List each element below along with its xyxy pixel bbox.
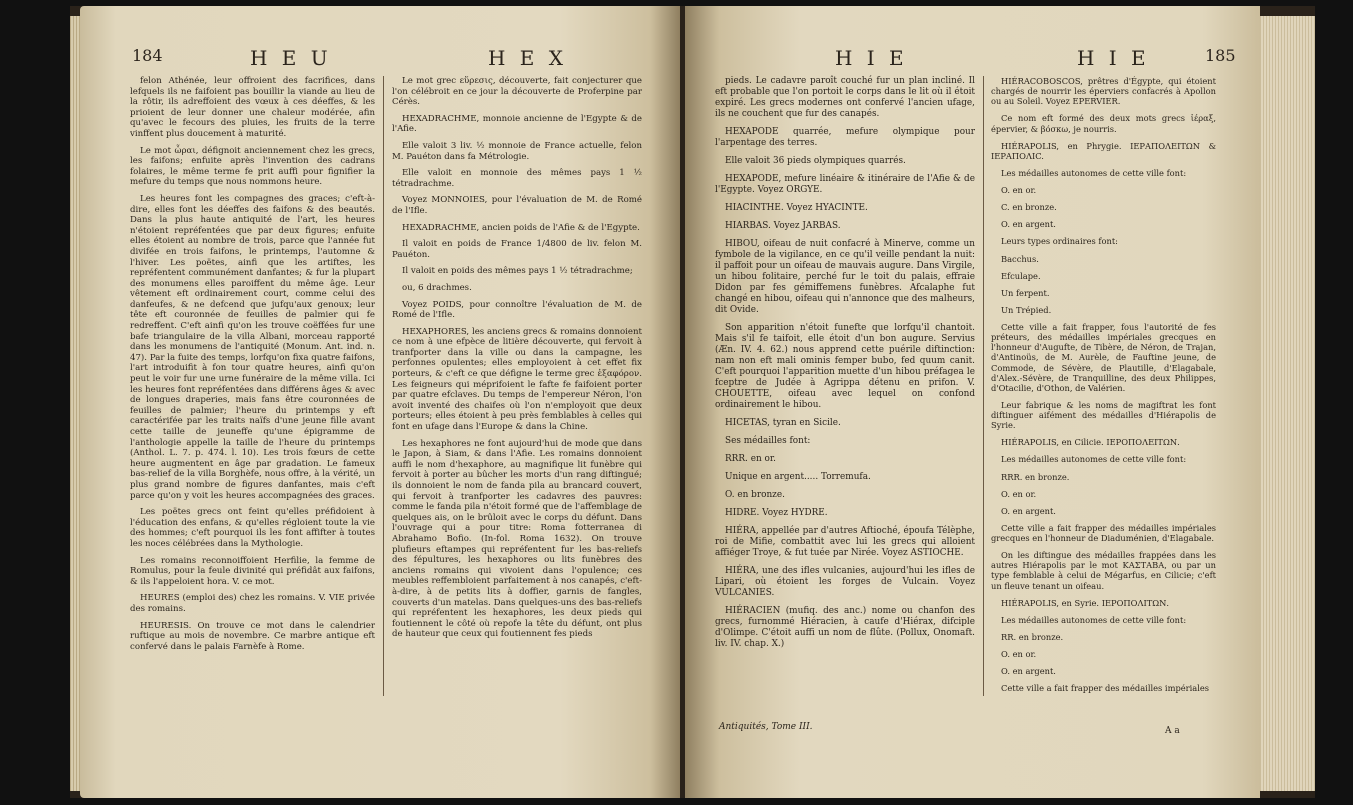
text-paragraph: C. en bronze.: [1001, 202, 1057, 213]
text-paragraph: Il valoit en poids des mêmes pays 1 ½ tétradrachme;: [402, 266, 633, 277]
text-paragraph: Unique en argent..... Torremufa.: [725, 472, 871, 482]
text-paragraph: Les médailles autonomes de cette ville font:: [1001, 454, 1187, 465]
text-paragraph: HEXAPODE, mefure linéaire & itinéraire de l'Afie & de l'Egypte. Voyez ORGYE.: [715, 174, 975, 195]
text-paragraph: O. en or.: [1001, 488, 1037, 499]
text-paragraph: Le mot ὧραι, défignoit anciennement chez les grecs, les faifons; enfuite après l'invention des cadrans folaires, le même terme fe prit auffi pour fignifier la mefure du temps que nous nommons heure.: [130, 145, 375, 188]
text-paragraph: Efculape.: [1001, 270, 1041, 281]
left-page-column-2: [392, 76, 642, 646]
text-paragraph: felon Athénée, leur offroient des facrifices, dans lefquels ils ne faifoient pas bouillir la viande au lieu de la rôtir, ils adreffoient des vœux à ces déeffes, & les prioient de leur donner une chaleur modérée, afin qu'avec le fecours des pluies, les fruits de la terre vinffent plus doucement à maturité.: [130, 76, 375, 139]
text-paragraph: RR. en bronze.: [1001, 631, 1064, 642]
text-paragraph: HIÉRAPOLIS, en Syrie. ΙΕΡΟΠΟΛΙΤΩΝ.: [1001, 597, 1170, 608]
text-paragraph: Voyez MONNOIES, pour l'évaluation de M. de Romé de l'Ifle.: [392, 195, 642, 216]
text-paragraph: Un ferpent.: [1001, 287, 1050, 298]
text-paragraph: O. en argent.: [1001, 505, 1056, 516]
text-paragraph: HIÉRA, appellée par d'autres Aftioché, époufa Télèphe, roi de Mifie, combattit avec lui les grecs qui alloient affiéger Troye, & fut tuée par Nirée. Voyez ASTIOCHE.: [715, 526, 975, 558]
text-paragraph: Il valoit en poids de France 1/4800 de liv. felon M. Pauéton.: [392, 239, 642, 260]
text-paragraph: Elle valoit 3 liv. ½ monnoie de France actuelle, felon M. Pauéton dans fa Métrologie.: [392, 140, 642, 162]
text-paragraph: Ce nom eft formé des deux mots grecs ἱέραξ, épervier, & βόσκω, je nourris.: [991, 113, 1216, 134]
text-paragraph: HEXADRACHME, ancien poids de l'Afie & de l'Egypte.: [402, 222, 640, 233]
text-paragraph: HEURES (emploi des) chez les romains. V. VIE privée des romains.: [130, 593, 375, 614]
text-paragraph: Les médailles autonomes de cette ville font:: [1001, 167, 1187, 178]
text-paragraph: RRR. en bronze.: [1001, 471, 1070, 482]
text-paragraph: Cette ville a fait frapper des médailles impériales grecques en l'honneur de Diaduménien, d'Elagabale.: [991, 522, 1216, 543]
text-paragraph: HIÉRAPOLIS, en Phrygie. ΙΕΡΑΠΟΛΕΙΤΩΝ & ΙΕΡΑΠΟΛΙC.: [991, 140, 1216, 161]
right-page-column-2: [991, 76, 1216, 700]
left-page: [80, 6, 680, 798]
text-paragraph: HIACINTHE. Voyez HYACINTE.: [725, 203, 868, 213]
running-header-right: H E X: [488, 46, 567, 70]
text-paragraph: Les heures font les compagnes des graces; c'eft-à-dire, elles font les déeffes des faifons & des beautés. Dans la plus haute antiquité de l'art, les heures n'étoient repréfentées que par deux figures; enfuite elles étoient au nombre de trois, parce que l'année fut divifée en trois faifons, le printemps, l'automne & l'hiver. Les poëtes, ainfi que les artiftes, les repréfentent communément danfantes; & fur la plupart des monumens elles paroiffent du même âge. Leur vêtement eft ordinairement court, comme celui des danfeufes, & ne defcend que jufqu'aux genoux; leur tête eft couronnée de feuilles de palmier qui fe redreffent. C'eft ainfi qu'on les trouve coëffées fur une bafe triangulaire de la villa Albani, morceau rapporté dans les monumens de l'antiquité (Monum. Ant. ind. n. 47). Par la fuite des temps, lorfqu'on fixa quatre faifons, l'art introduifit à fon tour quatre heures, ainfi qu'on peut le voir fur une urne funéraire de la même villa. Ici les heures font repréfentées dans différens âges & avec de longues draperies, mais fans être couronnées de feuilles de palmier; l'heure du printemps y eft caractérifée par les traits naïfs d'une jeune fille avant cette taille de jeuneffe qu'une épigramme de l'anthologie appelle la taille de l'heure du printemps (Anthol. L. 7. p. 474. l. 10). Les trois fœurs de cette heure augmentent en âge par gradation. Le fameux bas-relief de la villa Borghèfe, nous offre, à la vérité, un plus grand nombre de figures danfantes, mais c'eft parce qu'on y voit les heures accompagnées des graces.: [130, 193, 375, 501]
text-paragraph: O. en bronze.: [725, 490, 785, 500]
text-paragraph: RRR. en or.: [725, 454, 776, 464]
text-paragraph: HEURESIS. On trouve ce mot dans le calendrier ruftique au mois de novembre. Ce marbre antique eft confervé dans le palais Farnèfe à Rome.: [130, 620, 375, 652]
text-paragraph: HIÉRACIEN (mufiq. des anc.) nome ou chanfon des grecs, furnommé Hiéracien, à caufe d'Hiérax, difciple d'Olimpe. C'étoit auffi un nom de flûte. (Pollux, Onomaft. liv. IV. chap. X.): [715, 606, 975, 649]
text-paragraph: On les diftingue des médailles frappées dans les autres Hiérapolis par le mot ΚΑΣΤΑΒΑ, ou par un type femblable à celui de Mégarfus, en Cilicie; c'eft un fleuve tenant un oifeau.: [991, 550, 1216, 591]
text-paragraph: Les médailles autonomes de cette ville font:: [1001, 614, 1187, 625]
text-paragraph: Le mot grec εὕρεσις, découverte, fait conjecturer que l'on célébroit en ce jour la découverte de Proferpine par Cérès.: [392, 76, 642, 108]
text-paragraph: Cette ville a fait frapper des médailles impériales: [1001, 683, 1210, 694]
open-book: [70, 6, 1315, 798]
right-page: [685, 6, 1260, 798]
text-paragraph: HIÉRACOBOSCOS, prêtres d'Égypte, qui étoient chargés de nourrir les éperviers confacrés à Apollon ou au Soleil. Voyez EPERVIER.: [991, 76, 1216, 107]
text-paragraph: pieds. Le cadavre paroît couché fur un plan incliné. Il eft probable que l'on portoit le corps dans le lit où il étoit expiré. Les grecs modernes ont confervé l'ancien ufage, ils ne couchent que fur des canapés.: [715, 76, 975, 119]
running-header-left: H E U: [250, 46, 332, 70]
text-paragraph: O. en argent.: [1001, 219, 1056, 230]
column-rule: [383, 76, 384, 696]
running-header-left: H I E: [835, 46, 908, 70]
text-paragraph: Elle valoit en monnoie des mêmes pays 1 ½ tétradrachme.: [392, 168, 642, 189]
text-paragraph: HIDRE. Voyez HYDRE.: [725, 508, 828, 518]
text-paragraph: Son apparition n'étoit funefte que lorfqu'il chantoit. Mais s'il fe taifoit, elle étoit d'un bon augure. Servius (Æn. IV. 4. 62.) nous apprend cette puérile diftinction: nam non eft mali ominis femper bubo, fed quum canit. C'eft pourquoi l'apparition muette d'un hibou préfagea le fceptre de Judée à Agrippa détenu en prifon. V. CHOUETTE, oifeau avec lequel on confond ordinairement le hibou.: [715, 323, 975, 410]
text-paragraph: HEXADRACHME, monnoie ancienne de l'Egypte & de l'Afie.: [392, 113, 642, 135]
text-paragraph: ou, 6 drachmes.: [402, 282, 472, 293]
text-paragraph: HEXAPODE quarrée, mefure olympique pour l'arpentage des terres.: [715, 127, 975, 148]
text-paragraph: Voyez POIDS, pour connoître l'évaluation de M. de Romé de l'Ifle.: [392, 299, 642, 321]
left-page-column-1: [130, 76, 375, 658]
page-footer-signature: Antiquités, Tome III.: [719, 722, 813, 732]
text-paragraph: HIÉRAPOLIS, en Cilicie. ΙΕΡΟΠΟΛΕΙΤΩΝ.: [1001, 437, 1180, 448]
text-paragraph: HICETAS, tyran en Sicile.: [725, 418, 841, 428]
text-paragraph: O. en or.: [1001, 649, 1037, 659]
page-number: 185: [1205, 46, 1236, 65]
text-paragraph: Ses médailles font:: [725, 436, 811, 446]
text-paragraph: Bacchus.: [1001, 253, 1039, 264]
text-paragraph: Cette ville a fait frapper, fous l'autorité de fes préteurs, des médailles impériales grecques en l'honneur d'Augufte, de Tibère, de Néron, de Trajan, d'Antinoüs, de M. Aurèle, de Fauftine jeune, de Commode, de Sévère, de Plautille, d'Elagabale, d'Alex.-Sévère, de Tranquilline, des deux Philippes, d'Otacilie, d'Othon, de Valérien.: [991, 322, 1216, 393]
text-paragraph: Les hexaphores ne font aujourd'hui de mode que dans le Japon, à Siam, & dans l'Afie. Les romains donnoient auffi le nom d'hexaphore, au magnifique lit funèbre qui fervoit à porter au bûcher les morts d'un rang diftingué; ils donnoient le nom de fanda pila au brancard couvert, qui fervoit à tranfporter les cadavres des pauvres: comme le fanda pila n'étoit formé que de l'affemblage de quelques ais, on le brûloit avec le corps du défunt. Dans l'ouvrage qui a pour titre: Roma fotterranea di Abrahamo Bofio. (In-fol. Roma 1632). On trouve plufieurs eftampes qui repréfentent fur les bas-reliefs des fépultures, les hexaphores ou lits funèbres des anciens romains qui vivoient dans l'opulence; ces meubles reffembloient parfaitement à nos canapés, c'eft-à-dire, à de petits lits à doffier, garnis de fangles, couverts d'un matelas. Dans quelques-uns des bas-reliefs qui repréfentent les hexaphores, les deux pieds qui foutiennent le côté où repofe la tête du défunt, ont plus de hauteur que ceux qui foutiennent fes pieds: [392, 438, 642, 640]
text-paragraph: O. en argent.: [1001, 666, 1056, 677]
text-paragraph: Elle valoit 36 pieds olympiques quarrés.: [725, 156, 906, 166]
column-rule: [983, 76, 984, 696]
running-header-right: H I E: [1077, 46, 1150, 70]
text-paragraph: O. en or.: [1001, 185, 1037, 195]
text-paragraph: HIÉRA, une des ifles vulcanies, aujourd'hui les ifles de Lipari, où étoient les forges de Vulcain. Voyez VULCANIES.: [715, 566, 975, 598]
text-paragraph: Les poëtes grecs ont feint qu'elles préfidoient à l'éducation des enfans, & qu'elles régloient toute la vie des hommes; c'eft pourquoi ils les font affifter à toutes les noces célébrées dans la Mythologie.: [130, 507, 375, 549]
text-paragraph: HEXAPHORES, les anciens grecs & romains donnoient ce nom à une efpèce de litière découverte, qui fervoit à tranfporter dans la ville ou dans la campagne, les perfonnes opulentes; elles employoient à cet effet fix porteurs, & c'eft ce que défigne le terme grec ἑξαφόρον. Les feigneurs qui méprifoient le fafte fe faifoient porter par quatre efclaves. Du temps de l'empereur Néron, l'on avoit inventé des chaifes où l'on n'employoit que deux porteurs; elles étoient à peu près femblables à celles qui font en ufage dans l'Europe & dans la Chine.: [392, 326, 642, 433]
page-number: 184: [132, 46, 163, 65]
page-footer-mark: A a: [1165, 726, 1180, 736]
text-paragraph: HIBOU, oifeau de nuit confacré à Minerve, comme un fymbole de la vigilance, en ce qu'il veille pendant la nuit: il paffoit pour un oifeau de mauvais augure. Dans Virgile, un hibou folitaire, perché fur le toit du palais, effraie Didon par fes gémiffemens funèbres. Afcalaphe fut changé en hibou, oifeau qui n'annonce que des malheurs, dit Ovide.: [715, 239, 975, 315]
text-paragraph: Les romains reconnoiffoient Herfilie, la femme de Romulus, pour la feule divinité qui préfidât aux faifons, & ils l'appeloient hora. V. ce mot.: [130, 555, 375, 587]
text-paragraph: HIARBAS. Voyez JARBAS.: [725, 221, 841, 231]
book-page-edges-right: [1260, 16, 1315, 791]
text-paragraph: Un Trépied.: [1001, 304, 1052, 315]
right-page-column-1: [715, 76, 975, 657]
text-paragraph: Leur fabrique & les noms de magiftrat les font diftinguer aifément des médailles d'Hiérapolis de Syrie.: [991, 399, 1216, 431]
text-paragraph: Leurs types ordinaires font:: [1001, 236, 1118, 247]
